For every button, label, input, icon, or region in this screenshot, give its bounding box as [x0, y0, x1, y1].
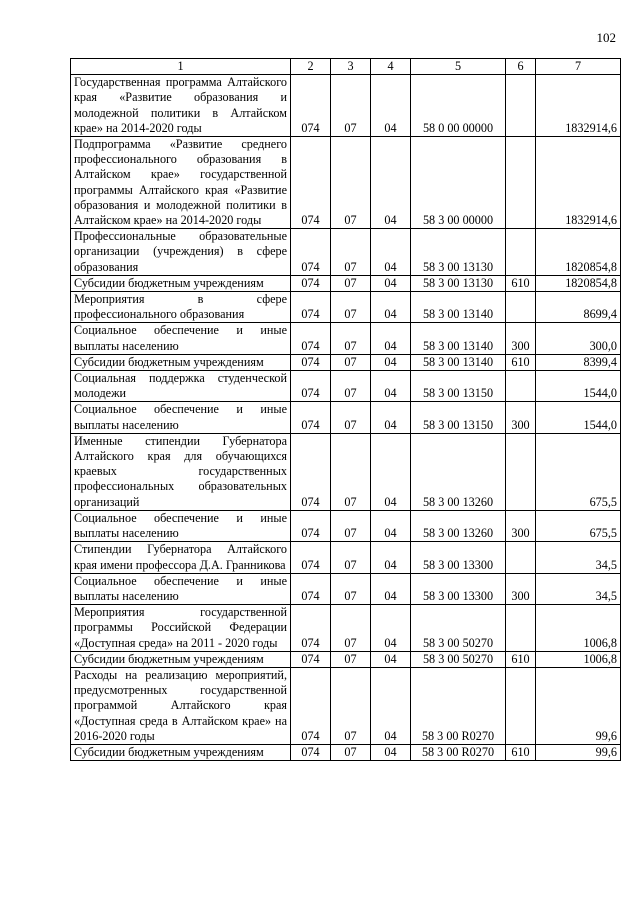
- target-article-cell: 58 3 00 13150: [411, 371, 506, 402]
- expense-name-cell: Социальное обеспечение и иные выплаты населению: [71, 510, 291, 541]
- expense-name-cell: Социальное обеспечение и иные выплаты населению: [71, 323, 291, 354]
- table-row: [71, 651, 621, 667]
- amount-cell: 8699,4: [536, 292, 621, 323]
- expense-type-cell: 610: [506, 744, 536, 760]
- section-code-cell: 07: [331, 323, 371, 354]
- expense-type-cell: 610: [506, 275, 536, 291]
- subsection-code-cell: 04: [371, 744, 411, 760]
- expense-name-cell: Социальное обеспечение и иные выплаты населению: [71, 402, 291, 433]
- target-article-cell: 58 3 00 50270: [411, 651, 506, 667]
- table-row: [71, 137, 621, 229]
- table-row: [71, 292, 621, 323]
- subsection-code-cell: 04: [371, 433, 411, 510]
- subsection-code-cell: 04: [371, 402, 411, 433]
- ministry-code-cell: 074: [291, 433, 331, 510]
- ministry-code-cell: 074: [291, 354, 331, 370]
- target-article-cell: 58 3 00 R0270: [411, 744, 506, 760]
- column-header: 6: [506, 59, 536, 75]
- amount-cell: 675,5: [536, 510, 621, 541]
- section-code-cell: 07: [331, 292, 371, 323]
- table-row: [71, 605, 621, 652]
- subsection-code-cell: 04: [371, 651, 411, 667]
- expense-name-cell: Социальное обеспечение и иные выплаты населению: [71, 573, 291, 604]
- expense-type-cell: [506, 542, 536, 573]
- amount-cell: 1006,8: [536, 651, 621, 667]
- subsection-code-cell: 04: [371, 605, 411, 652]
- section-code-cell: 07: [331, 137, 371, 229]
- ministry-code-cell: 074: [291, 651, 331, 667]
- amount-cell: 99,6: [536, 744, 621, 760]
- subsection-code-cell: 04: [371, 371, 411, 402]
- target-article-cell: 58 3 00 13130: [411, 275, 506, 291]
- ministry-code-cell: 074: [291, 402, 331, 433]
- table-row: [71, 371, 621, 402]
- expense-name-cell: Именные стипендии Губернатора Алтайского края для обучающихся краевых государственных профессиональных образовательных организаций: [71, 433, 291, 510]
- column-header: 7: [536, 59, 621, 75]
- expense-name-cell: Подпрограмма «Развитие среднего профессионального образования в Алтайском крае» государственной программы Алтайского края «Развитие образования и молодежной политики в Алтайском крае» на 2014-2020 годы: [71, 137, 291, 229]
- subsection-code-cell: 04: [371, 510, 411, 541]
- table-row: [71, 229, 621, 276]
- ministry-code-cell: 074: [291, 323, 331, 354]
- amount-cell: 1820854,8: [536, 229, 621, 276]
- amount-cell: 34,5: [536, 542, 621, 573]
- ministry-code-cell: 074: [291, 667, 331, 744]
- expense-name-cell: Мероприятия в сфере профессионального образования: [71, 292, 291, 323]
- subsection-code-cell: 04: [371, 667, 411, 744]
- subsection-code-cell: 04: [371, 542, 411, 573]
- table-row: [71, 573, 621, 604]
- table-row: [71, 667, 621, 744]
- column-header: 2: [291, 59, 331, 75]
- section-code-cell: 07: [331, 229, 371, 276]
- column-header: 1: [71, 59, 291, 75]
- expense-type-cell: [506, 605, 536, 652]
- amount-cell: 99,6: [536, 667, 621, 744]
- target-article-cell: 58 3 00 13140: [411, 323, 506, 354]
- ministry-code-cell: 074: [291, 371, 331, 402]
- subsection-code-cell: 04: [371, 292, 411, 323]
- expense-name-cell: Стипендии Губернатора Алтайского края имени профессора Д.А. Гранникова: [71, 542, 291, 573]
- expense-name-cell: Субсидии бюджетным учреждениям: [71, 744, 291, 760]
- amount-cell: 1544,0: [536, 371, 621, 402]
- expense-type-cell: 300: [506, 323, 536, 354]
- target-article-cell: 58 3 00 13300: [411, 573, 506, 604]
- section-code-cell: 07: [331, 402, 371, 433]
- amount-cell: 1544,0: [536, 402, 621, 433]
- expense-type-cell: 300: [506, 573, 536, 604]
- ministry-code-cell: 074: [291, 605, 331, 652]
- table-row: [71, 510, 621, 541]
- table-row: [71, 354, 621, 370]
- expense-type-cell: [506, 137, 536, 229]
- ministry-code-cell: 074: [291, 510, 331, 541]
- table-row: [71, 275, 621, 291]
- expense-type-cell: 610: [506, 354, 536, 370]
- amount-cell: 1832914,6: [536, 75, 621, 137]
- expense-type-cell: [506, 229, 536, 276]
- target-article-cell: 58 3 00 00000: [411, 137, 506, 229]
- expense-type-cell: 610: [506, 651, 536, 667]
- column-header: 5: [411, 59, 506, 75]
- expense-name-cell: Мероприятия государственной программы Российской Федерации «Доступная среда» на 2011 - 2020 годы: [71, 605, 291, 652]
- section-code-cell: 07: [331, 573, 371, 604]
- section-code-cell: 07: [331, 275, 371, 291]
- budget-table: [70, 58, 621, 761]
- expense-type-cell: [506, 371, 536, 402]
- ministry-code-cell: 074: [291, 137, 331, 229]
- subsection-code-cell: 04: [371, 229, 411, 276]
- column-header: 3: [331, 59, 371, 75]
- expense-type-cell: [506, 667, 536, 744]
- table-row: [71, 402, 621, 433]
- subsection-code-cell: 04: [371, 573, 411, 604]
- expense-name-cell: Расходы на реализацию мероприятий, предусмотренных государственной программой Алтайского края «Доступная среда в Алтайском крае» на 2016-2020 годы: [71, 667, 291, 744]
- expense-name-cell: Профессиональные образовательные организации (учреждения) в сфере образования: [71, 229, 291, 276]
- ministry-code-cell: 074: [291, 573, 331, 604]
- subsection-code-cell: 04: [371, 354, 411, 370]
- amount-cell: 1006,8: [536, 605, 621, 652]
- section-code-cell: 07: [331, 542, 371, 573]
- expense-type-cell: [506, 75, 536, 137]
- column-header: 4: [371, 59, 411, 75]
- amount-cell: 1820854,8: [536, 275, 621, 291]
- table-body: [71, 75, 621, 761]
- subsection-code-cell: 04: [371, 323, 411, 354]
- amount-cell: 675,5: [536, 433, 621, 510]
- section-code-cell: 07: [331, 371, 371, 402]
- target-article-cell: 58 3 00 13140: [411, 292, 506, 323]
- target-article-cell: 58 0 00 00000: [411, 75, 506, 137]
- expense-name-cell: Субсидии бюджетным учреждениям: [71, 651, 291, 667]
- section-code-cell: 07: [331, 354, 371, 370]
- target-article-cell: 58 3 00 13140: [411, 354, 506, 370]
- table-row: [71, 433, 621, 510]
- table-row: [71, 323, 621, 354]
- section-code-cell: 07: [331, 744, 371, 760]
- target-article-cell: 58 3 00 13130: [411, 229, 506, 276]
- section-code-cell: 07: [331, 651, 371, 667]
- ministry-code-cell: 074: [291, 542, 331, 573]
- target-article-cell: 58 3 00 13300: [411, 542, 506, 573]
- expense-type-cell: 300: [506, 510, 536, 541]
- section-code-cell: 07: [331, 510, 371, 541]
- target-article-cell: 58 3 00 50270: [411, 605, 506, 652]
- subsection-code-cell: 04: [371, 137, 411, 229]
- section-code-cell: 07: [331, 605, 371, 652]
- ministry-code-cell: 074: [291, 275, 331, 291]
- subsection-code-cell: 04: [371, 75, 411, 137]
- subsection-code-cell: 04: [371, 275, 411, 291]
- table-row: [71, 744, 621, 760]
- section-code-cell: 07: [331, 75, 371, 137]
- section-code-cell: 07: [331, 667, 371, 744]
- target-article-cell: 58 3 00 13150: [411, 402, 506, 433]
- page-number: 102: [596, 30, 616, 45]
- table-row: [71, 542, 621, 573]
- expense-type-cell: 300: [506, 402, 536, 433]
- expense-name-cell: Государственная программа Алтайского края «Развитие образования и молодежной политики в Алтайском крае» на 2014-2020 годы: [71, 75, 291, 137]
- section-code-cell: 07: [331, 433, 371, 510]
- ministry-code-cell: 074: [291, 292, 331, 323]
- table-header-row: [71, 59, 621, 75]
- expense-type-cell: [506, 433, 536, 510]
- expense-name-cell: Социальная поддержка студенческой молодежи: [71, 371, 291, 402]
- expense-name-cell: Субсидии бюджетным учреждениям: [71, 275, 291, 291]
- expense-name-cell: Субсидии бюджетным учреждениям: [71, 354, 291, 370]
- target-article-cell: 58 3 00 13260: [411, 433, 506, 510]
- ministry-code-cell: 074: [291, 75, 331, 137]
- expense-type-cell: [506, 292, 536, 323]
- amount-cell: 1832914,6: [536, 137, 621, 229]
- amount-cell: 8399,4: [536, 354, 621, 370]
- amount-cell: 300,0: [536, 323, 621, 354]
- ministry-code-cell: 074: [291, 229, 331, 276]
- table-row: [71, 75, 621, 137]
- target-article-cell: 58 3 00 13260: [411, 510, 506, 541]
- ministry-code-cell: 074: [291, 744, 331, 760]
- target-article-cell: 58 3 00 R0270: [411, 667, 506, 744]
- amount-cell: 34,5: [536, 573, 621, 604]
